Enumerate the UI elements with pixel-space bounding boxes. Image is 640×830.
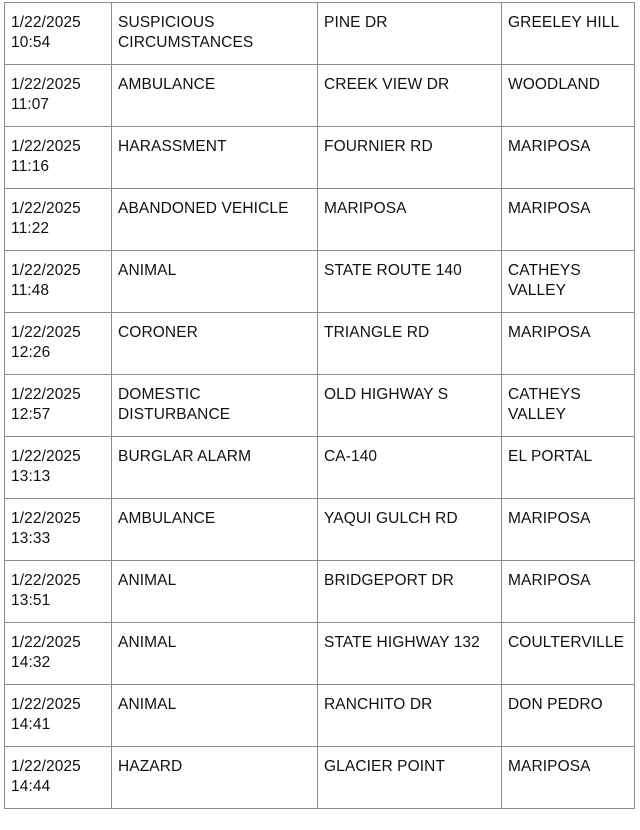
time-text: 12:26 bbox=[11, 344, 51, 361]
datetime-cell bbox=[5, 747, 112, 809]
datetime-cell bbox=[5, 127, 112, 189]
datetime-cell bbox=[5, 499, 112, 561]
location-cell: YAQUI GULCH RD bbox=[318, 499, 502, 561]
location-cell: PINE DR bbox=[318, 3, 502, 65]
time-text: 13:13 bbox=[11, 468, 51, 485]
time-text: 11:07 bbox=[11, 96, 50, 113]
datetime-cell bbox=[5, 561, 112, 623]
city-cell: MARIPOSA bbox=[502, 747, 635, 809]
city-cell: MARIPOSA bbox=[502, 561, 635, 623]
date-text: 1/22/2025 bbox=[11, 138, 81, 155]
date-text: 1/22/2025 bbox=[11, 510, 81, 527]
time-text: 11:48 bbox=[11, 282, 50, 299]
city-cell: CATHEYS VALLEY bbox=[502, 251, 635, 313]
city-cell: CATHEYS VALLEY bbox=[502, 375, 635, 437]
datetime-cell bbox=[5, 685, 112, 747]
incident-type-cell: DOMESTIC DISTURBANCE bbox=[112, 375, 318, 437]
location-cell: CREEK VIEW DR bbox=[318, 65, 502, 127]
date-text: 1/22/2025 bbox=[11, 634, 81, 651]
table-row bbox=[5, 375, 635, 437]
date-text: 1/22/2025 bbox=[11, 448, 81, 465]
time-text: 13:51 bbox=[11, 592, 51, 609]
table-row bbox=[5, 313, 635, 375]
date-text: 1/22/2025 bbox=[11, 262, 81, 279]
incident-type-cell: ANIMAL bbox=[112, 251, 318, 313]
date-text: 1/22/2025 bbox=[11, 14, 81, 31]
datetime-cell bbox=[5, 3, 112, 65]
incident-type-cell: CORONER bbox=[112, 313, 318, 375]
city-cell: MARIPOSA bbox=[502, 499, 635, 561]
date-text: 1/22/2025 bbox=[11, 572, 81, 589]
location-cell: FOURNIER RD bbox=[318, 127, 502, 189]
time-text: 11:16 bbox=[11, 158, 50, 175]
incident-log-table bbox=[4, 2, 635, 809]
table-row bbox=[5, 499, 635, 561]
incident-type-cell: SUSPICIOUS CIRCUMSTANCES bbox=[112, 3, 318, 65]
datetime-cell bbox=[5, 65, 112, 127]
incident-type-cell: ANIMAL bbox=[112, 685, 318, 747]
datetime-cell bbox=[5, 437, 112, 499]
location-cell: STATE HIGHWAY 132 bbox=[318, 623, 502, 685]
incident-type-cell: ANIMAL bbox=[112, 623, 318, 685]
time-text: 12:57 bbox=[11, 406, 51, 423]
datetime-cell bbox=[5, 375, 112, 437]
location-cell: BRIDGEPORT DR bbox=[318, 561, 502, 623]
incident-type-cell: HAZARD bbox=[112, 747, 318, 809]
time-text: 10:54 bbox=[11, 34, 51, 51]
location-cell: CA-140 bbox=[318, 437, 502, 499]
location-cell: STATE ROUTE 140 bbox=[318, 251, 502, 313]
time-text: 13:33 bbox=[11, 530, 51, 547]
location-cell: GLACIER POINT bbox=[318, 747, 502, 809]
city-cell: MARIPOSA bbox=[502, 313, 635, 375]
time-text: 14:41 bbox=[11, 716, 51, 733]
date-text: 1/22/2025 bbox=[11, 324, 81, 341]
city-cell: WOODLAND bbox=[502, 65, 635, 127]
incident-type-cell: AMBULANCE bbox=[112, 65, 318, 127]
table-row bbox=[5, 437, 635, 499]
datetime-cell bbox=[5, 189, 112, 251]
date-text: 1/22/2025 bbox=[11, 758, 81, 775]
table-row bbox=[5, 65, 635, 127]
datetime-cell bbox=[5, 251, 112, 313]
city-cell: MARIPOSA bbox=[502, 127, 635, 189]
location-cell: RANCHITO DR bbox=[318, 685, 502, 747]
city-cell: EL PORTAL bbox=[502, 437, 635, 499]
incident-log-body bbox=[5, 3, 635, 809]
table-row bbox=[5, 623, 635, 685]
date-text: 1/22/2025 bbox=[11, 200, 81, 217]
table-row bbox=[5, 189, 635, 251]
location-cell: TRIANGLE RD bbox=[318, 313, 502, 375]
incident-type-cell: BURGLAR ALARM bbox=[112, 437, 318, 499]
time-text: 14:44 bbox=[11, 778, 51, 795]
incident-type-cell: AMBULANCE bbox=[112, 499, 318, 561]
time-text: 14:32 bbox=[11, 654, 51, 671]
datetime-cell bbox=[5, 623, 112, 685]
city-cell: MARIPOSA bbox=[502, 189, 635, 251]
location-cell: MARIPOSA bbox=[318, 189, 502, 251]
incident-type-cell: ANIMAL bbox=[112, 561, 318, 623]
datetime-cell bbox=[5, 313, 112, 375]
table-row bbox=[5, 561, 635, 623]
city-cell: GREELEY HILL bbox=[502, 3, 635, 65]
date-text: 1/22/2025 bbox=[11, 76, 81, 93]
incident-type-cell: HARASSMENT bbox=[112, 127, 318, 189]
table-row bbox=[5, 127, 635, 189]
incident-type-cell: ABANDONED VEHICLE bbox=[112, 189, 318, 251]
date-text: 1/22/2025 bbox=[11, 386, 81, 403]
table-row bbox=[5, 685, 635, 747]
date-text: 1/22/2025 bbox=[11, 696, 81, 713]
time-text: 11:22 bbox=[11, 220, 50, 237]
table-row bbox=[5, 3, 635, 65]
table-row bbox=[5, 251, 635, 313]
table-row bbox=[5, 747, 635, 809]
location-cell: OLD HIGHWAY S bbox=[318, 375, 502, 437]
city-cell: DON PEDRO bbox=[502, 685, 635, 747]
city-cell: COULTERVILLE bbox=[502, 623, 635, 685]
